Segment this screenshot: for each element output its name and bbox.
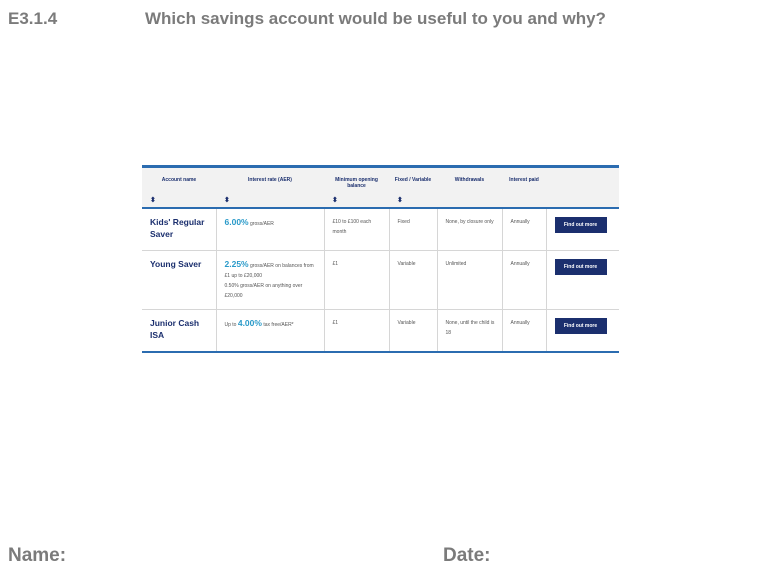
rate-extra: 0.50% gross/AER on anything over £20,000	[224, 283, 303, 299]
table-header-row	[142, 168, 619, 208]
account-name[interactable]: Kids' Regular Saver	[142, 208, 216, 251]
interest-rate	[216, 310, 324, 352]
rate-prefix: Up to	[224, 322, 238, 328]
savings-comparison-table	[142, 165, 619, 353]
withdrawals: Unlimited	[437, 251, 502, 310]
column-header-fixed-variable[interactable]	[389, 168, 437, 208]
interest-rate	[216, 251, 324, 310]
rate-suffix: gross/AER on balances from £1 up to £20,000	[224, 263, 314, 279]
interest-paid: Annually	[502, 251, 546, 310]
action-cell	[546, 251, 619, 310]
minimum-balance: £10 to £100 each month	[324, 208, 389, 251]
table-row	[142, 310, 619, 352]
column-header-interest-rate[interactable]	[216, 168, 324, 208]
minimum-balance: £1	[324, 310, 389, 352]
worksheet-code: E3.1.4	[8, 9, 58, 28]
column-header-withdrawals	[437, 168, 502, 208]
account-name[interactable]: Junior Cash ISA	[142, 310, 216, 352]
fixed-variable: Variable	[389, 251, 437, 310]
find-out-more-button[interactable]: Find out more	[555, 217, 607, 233]
column-header-label: Minimum opening balance	[335, 177, 378, 189]
rate-suffix: tax free/AER*	[261, 322, 294, 328]
withdrawals: None, by closure only	[437, 208, 502, 251]
account-name[interactable]: Young Saver	[142, 251, 216, 310]
column-header-account-name[interactable]	[142, 168, 216, 208]
column-header-interest-paid	[502, 168, 546, 208]
date-label: Date:	[443, 545, 491, 566]
interest-paid: Annually	[502, 310, 546, 352]
table-row	[142, 208, 619, 251]
column-header-label: Interest rate (AER)	[248, 177, 292, 183]
sort-icon[interactable]: ⬍	[332, 197, 338, 204]
interest-paid: Annually	[502, 208, 546, 251]
fixed-variable: Variable	[389, 310, 437, 352]
column-header-label: Fixed / Variable	[394, 177, 432, 183]
sort-icon[interactable]: ⬍	[150, 197, 156, 204]
column-header-label: Account name	[161, 177, 197, 183]
fixed-variable: Fixed	[389, 208, 437, 251]
minimum-balance: £1	[324, 251, 389, 310]
column-header-label: Interest paid	[509, 177, 539, 183]
table-row	[142, 251, 619, 310]
interest-rate	[216, 208, 324, 251]
column-header-actions	[546, 168, 619, 208]
action-cell	[546, 208, 619, 251]
name-label: Name:	[8, 545, 67, 566]
rate-value: 4.00%	[237, 318, 262, 328]
rate-value: 2.25%	[224, 259, 249, 269]
find-out-more-button[interactable]: Find out more	[555, 259, 607, 275]
rate-suffix: gross/AER	[248, 221, 274, 227]
column-header-minimum-balance[interactable]	[324, 168, 389, 208]
action-cell	[546, 310, 619, 352]
sort-icon[interactable]: ⬍	[397, 197, 403, 204]
find-out-more-button[interactable]: Find out more	[555, 318, 607, 334]
sort-icon[interactable]: ⬍	[224, 197, 230, 204]
worksheet-question: Which savings account would be useful to you and why?	[145, 9, 606, 28]
withdrawals: None, until the child is 18	[437, 310, 502, 352]
column-header-label: Withdrawals	[454, 177, 485, 183]
rate-value: 6.00%	[224, 217, 249, 227]
